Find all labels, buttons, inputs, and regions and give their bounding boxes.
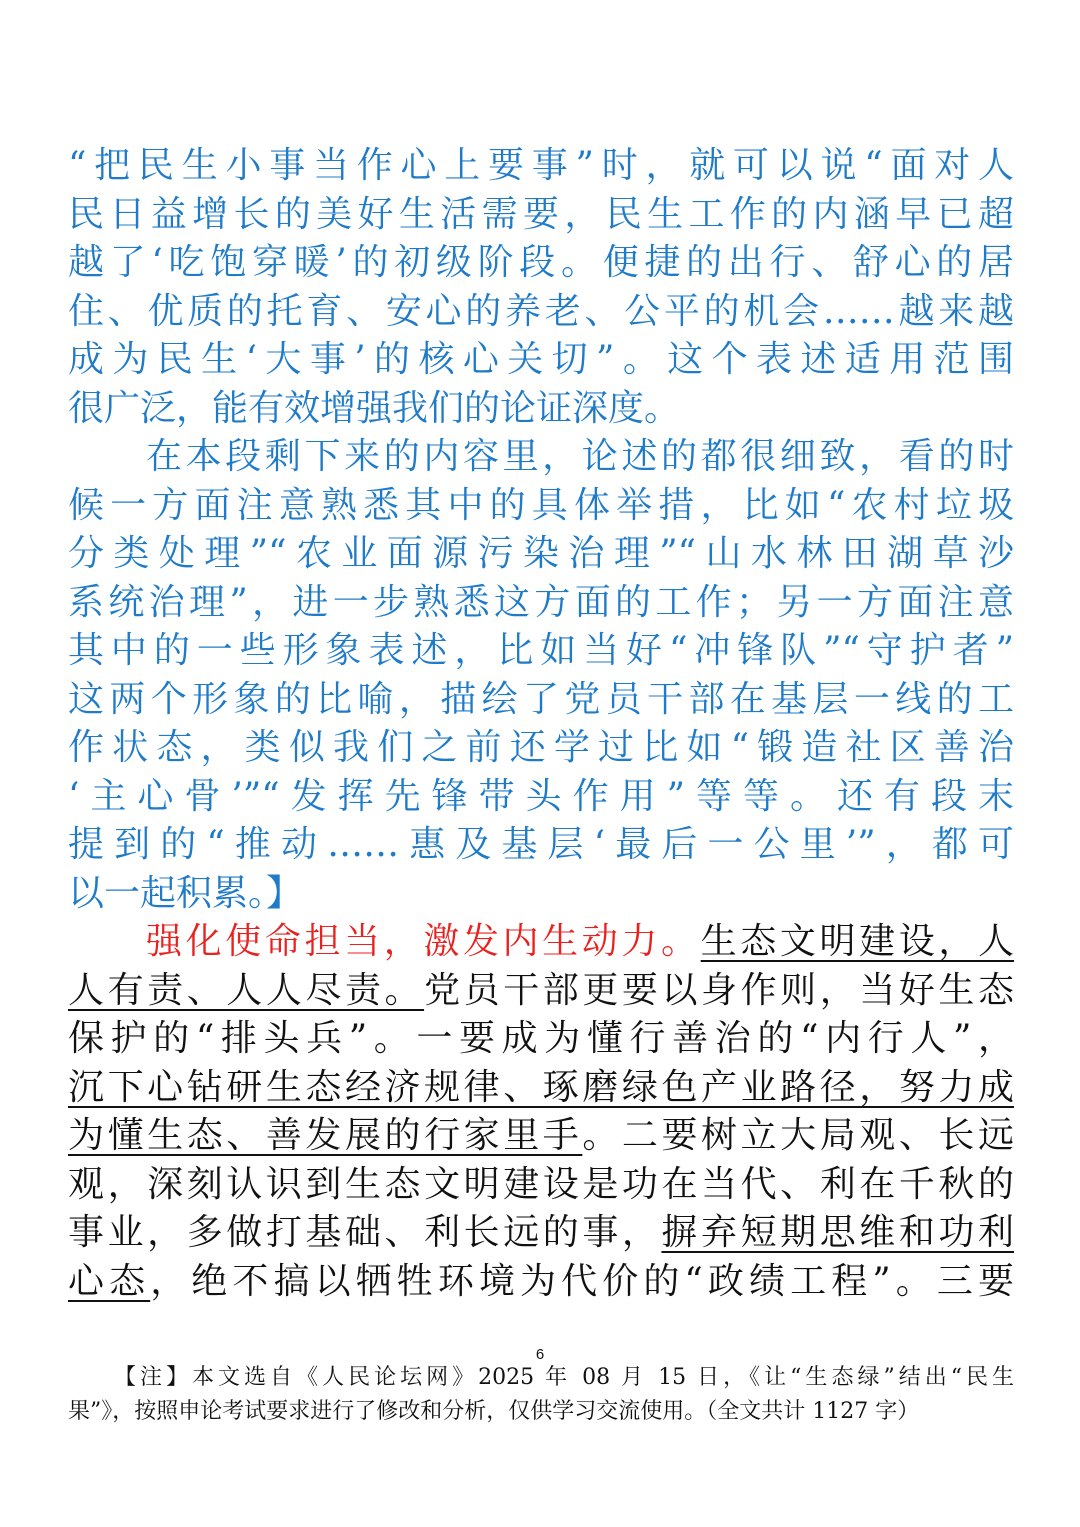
underlined-phrase: 人有责、人人尽责。: [68, 969, 425, 1011]
underlined-phrase: 摒弃短期思维和功利: [661, 1212, 1014, 1253]
text-run: ，绝不搞以牺牲环境为代价的“政绩工程”。三要: [150, 1260, 1014, 1302]
text-line: 提到的“推动……惠及基层‘最后一公里’”，都可: [68, 824, 1014, 865]
text-line: 其中的一些形象表述，比如当好“冲锋队”“守护者”: [68, 630, 1014, 671]
text-line: [68, 1209, 1014, 1258]
text-line: 系统治理”，进一步熟悉这方面的工作；另一方面注意: [68, 581, 1014, 623]
footnote-line: 果”》，按照申论考试要求进行了修改和分析，仅供学习交流使用。（全文共计 1127 字）: [68, 1399, 920, 1424]
text-line: 住、优质的托育、安心的养老、公平的机会……越来越: [68, 290, 1014, 332]
text-line: [68, 918, 1014, 967]
underlined-phrase: 沉下心钻研生态经济规律、琢磨绿色产业路径，努力成: [68, 1066, 1014, 1108]
text-line: ‘主心骨’”“发挥先锋带头作用”等等。还有段末: [68, 775, 1014, 817]
footnote: [68, 1361, 1014, 1429]
text-run: 党员干部更要以身作则，当好生态: [424, 969, 1014, 1011]
text-line: 民日益增长的美好生活需要，民生工作的内涵早已超: [68, 193, 1014, 235]
underlined-phrase: 为懂生态、善发展的行家里手: [68, 1115, 583, 1156]
text-line: 这两个形象的比喻，描绘了党员干部在基层一线的工: [68, 678, 1014, 720]
underlined-phrase: 生态文明建设，人: [700, 921, 1014, 962]
analysis-paragraph: [68, 142, 1014, 433]
text-line: 作状态，类似我们之前还学过比如“锻造社区善治: [68, 727, 1014, 768]
text-line: [68, 1258, 1014, 1307]
footnote-line: 【注】本文选自《人民论坛网》2025 年 08 月 15 日，《让“生态绿”结出“民生: [114, 1365, 1014, 1390]
page-number: 6: [535, 1346, 545, 1363]
text-line: 候一方面注意熟悉其中的具体举措，比如“农村垃圾: [68, 484, 1014, 526]
text-line: 以一起积累。】: [68, 872, 303, 914]
text-line: 保护的“排头兵”。一要成为懂行善治的“内行人”，: [68, 1018, 1014, 1059]
analysis-paragraph: [68, 433, 1014, 918]
section-heading: 强化使命担当，激发内生动力。: [146, 921, 701, 962]
text-line: 越了‘吃饱穿暖’的初级阶段。便捷的出行、舒心的居: [68, 242, 1014, 283]
article-paragraph: [68, 918, 1014, 1306]
text-run: 。二要树立大局观、长远: [582, 1115, 1014, 1156]
text-run: 事业，多做打基础、利长远的事，: [68, 1212, 662, 1253]
text-line: 很广泛，能有效增强我们的论证深度。: [68, 387, 681, 429]
text-line: [68, 1112, 1014, 1161]
underlined-phrase: 心态: [68, 1260, 151, 1302]
text-line: “把民生小事当作心上要事”时，就可以说“面对人: [68, 145, 1014, 186]
text-line: 观，深刻认识到生态文明建设是功在当代、利在千秋的: [68, 1163, 1014, 1205]
text-line: [68, 1064, 1014, 1113]
text-line: [68, 967, 1014, 1016]
body-text: [68, 142, 1014, 1306]
text-line: 在本段剩下来的内容里，论述的都很细致，看的时: [146, 436, 1014, 477]
text-line: 分类处理”“农业面源污染治理”“山水林田湖草沙: [68, 533, 1014, 574]
text-line: 成为民生‘大事’的核心关切”。这个表述适用范围: [68, 339, 1014, 380]
